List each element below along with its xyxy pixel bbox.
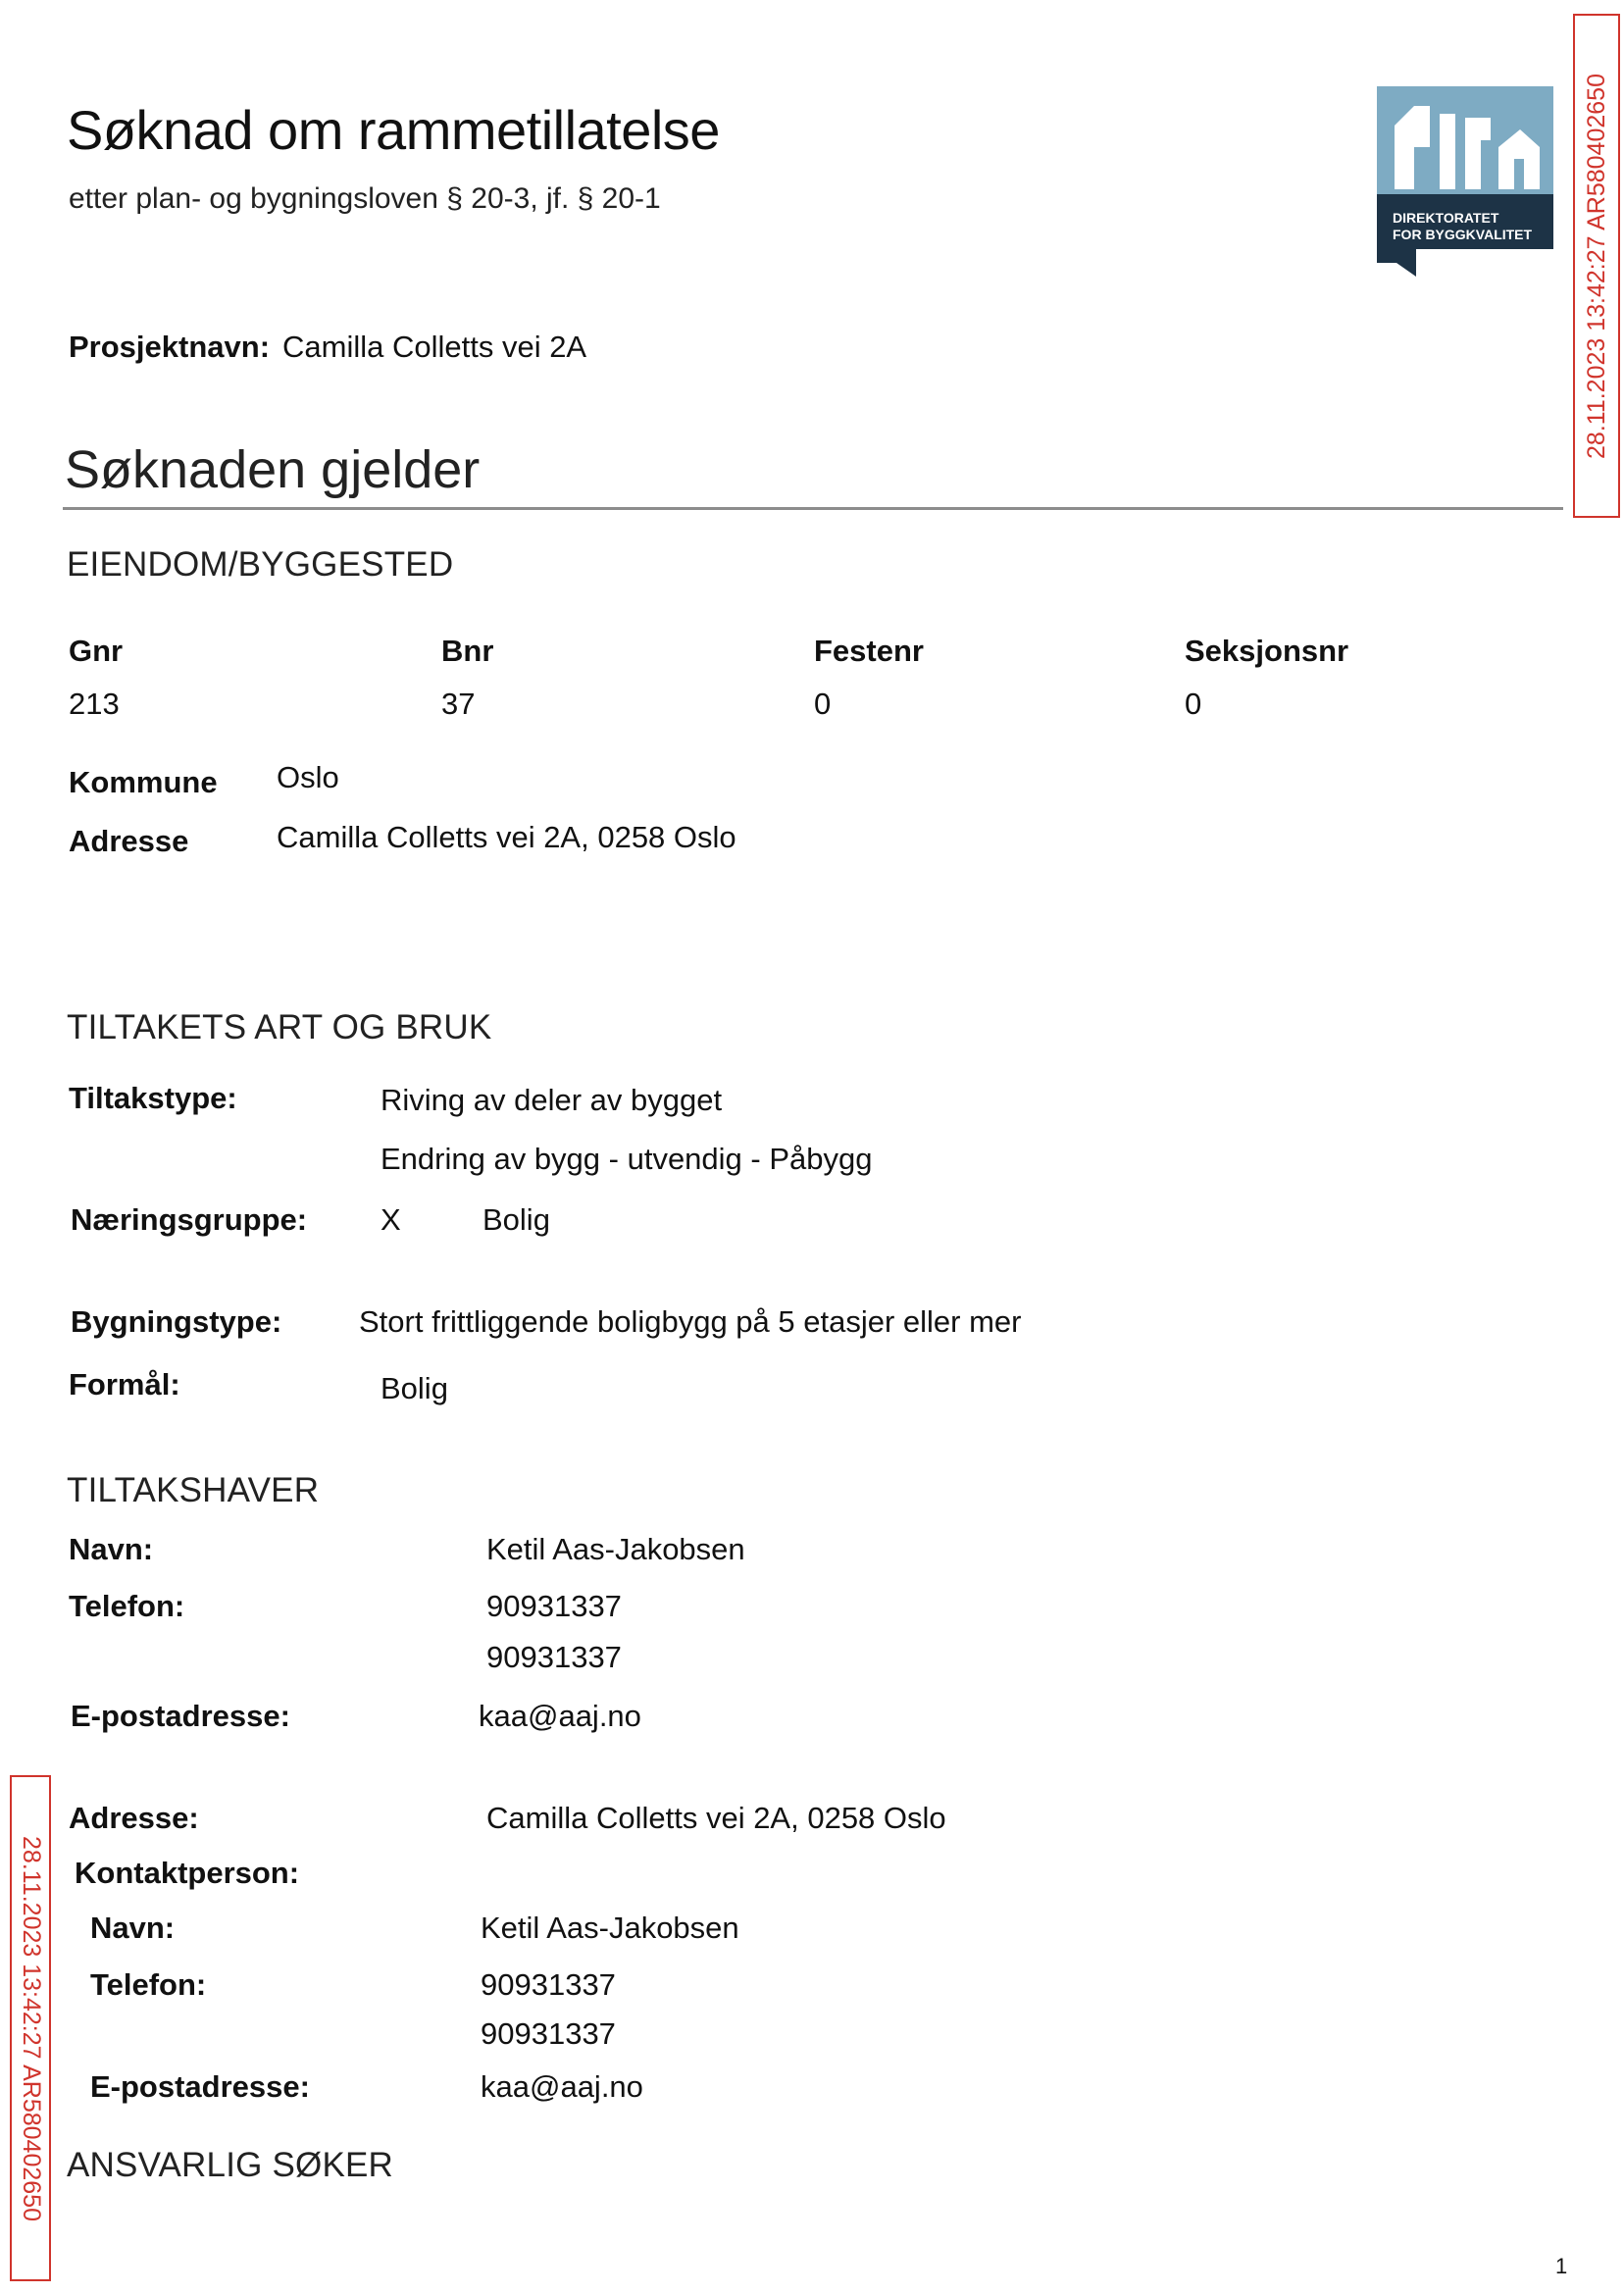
bygningstype-value: Stort frittliggende boligbygg på 5 etasjer eller mer	[359, 1304, 1022, 1339]
project-name-value: Camilla Colletts vei 2A	[282, 330, 587, 364]
naeringsgruppe-code: X	[381, 1202, 401, 1237]
kontakt-telefon-value-1: 90931337	[481, 1967, 616, 2002]
tiltakstype-label: Tiltakstype:	[69, 1081, 237, 1115]
archive-stamp-bottom	[10, 1775, 51, 2281]
logo-flag	[1377, 249, 1416, 277]
kontakt-navn-value: Ketil Aas-Jakobsen	[481, 1911, 739, 1945]
adresse-value: Camilla Colletts vei 2A, 0258 Oslo	[277, 820, 736, 854]
gnr-label: Gnr	[69, 634, 124, 668]
document-subtitle: etter plan- og bygningsloven § 20-3, jf. § 20-1	[69, 182, 661, 215]
tiltakshaver-adresse-label: Adresse:	[69, 1801, 199, 1835]
formaal-label: Formål:	[69, 1367, 180, 1402]
naeringsgruppe-value: Bolig	[482, 1202, 550, 1237]
tiltakshaver-navn-label: Navn:	[69, 1532, 154, 1566]
ansvarlig-soker-heading: ANSVARLIG SØKER	[67, 2146, 394, 2184]
tiltakshaver-adresse-value: Camilla Colletts vei 2A, 0258 Oslo	[486, 1801, 946, 1835]
dibk-logo	[1377, 86, 1553, 277]
logo-text-line2: FOR BYGGKVALITET	[1393, 227, 1533, 242]
seksjonsnr-value: 0	[1185, 687, 1202, 721]
gnr-value: 213	[69, 687, 120, 721]
project-name-label: Prosjektnavn:	[69, 330, 271, 364]
kontakt-telefon-label: Telefon:	[90, 1967, 207, 2002]
formaal-value: Bolig	[381, 1371, 448, 1405]
kontakt-telefon-value-2: 90931337	[481, 2016, 616, 2051]
stamp-text: 28.11.2023 13:42:27 AR580402650	[17, 1835, 45, 2221]
kontakt-epost-value: kaa@aaj.no	[481, 2069, 643, 2104]
kommune-value: Oslo	[277, 760, 339, 794]
page-number: 1	[1555, 2254, 1568, 2278]
tiltakshaver-navn-value: Ketil Aas-Jakobsen	[486, 1532, 745, 1566]
archive-stamp-top	[1573, 14, 1620, 518]
document-title: Søknad om rammetillatelse	[67, 99, 720, 161]
kontakt-epost-label: E-postadresse:	[90, 2069, 310, 2104]
tiltakshaver-telefon-label: Telefon:	[69, 1589, 185, 1623]
tiltakshaver-telefon-value-1: 90931337	[486, 1589, 622, 1623]
bnr-value: 37	[441, 687, 476, 721]
kommune-label: Kommune	[69, 765, 218, 799]
festenr-value: 0	[814, 687, 832, 721]
tiltakshaver-heading: TILTAKSHAVER	[67, 1471, 320, 1509]
adresse-label: Adresse	[69, 824, 189, 858]
kontaktperson-label: Kontaktperson:	[75, 1856, 300, 1890]
naeringsgruppe-label: Næringsgruppe:	[71, 1202, 308, 1237]
tiltakshaver-telefon-value-2: 90931337	[486, 1640, 622, 1674]
logo-text-line1: DIREKTORATET	[1393, 210, 1499, 226]
stamp-text: 28.11.2023 13:42:27 AR580402650	[1582, 73, 1610, 459]
tiltakstype-value-1: Riving av deler av bygget	[381, 1083, 723, 1117]
bnr-label: Bnr	[441, 634, 494, 668]
kontakt-navn-label: Navn:	[90, 1911, 176, 1945]
tiltakshaver-epost-value: kaa@aaj.no	[479, 1699, 641, 1733]
tiltak-heading: TILTAKETS ART OG BRUK	[67, 1008, 492, 1046]
tiltakshaver-epost-label: E-postadresse:	[71, 1699, 290, 1733]
eiendom-heading: EIENDOM/BYGGESTED	[67, 545, 454, 584]
tiltakstype-value-2: Endring av bygg - utvendig - Påbygg	[381, 1142, 873, 1176]
section-heading: Søknaden gjelder	[65, 440, 481, 499]
bygningstype-label: Bygningstype:	[71, 1304, 282, 1339]
section-divider	[63, 507, 1563, 510]
seksjonsnr-label: Seksjonsnr	[1185, 634, 1349, 668]
festenr-label: Festenr	[814, 634, 924, 668]
